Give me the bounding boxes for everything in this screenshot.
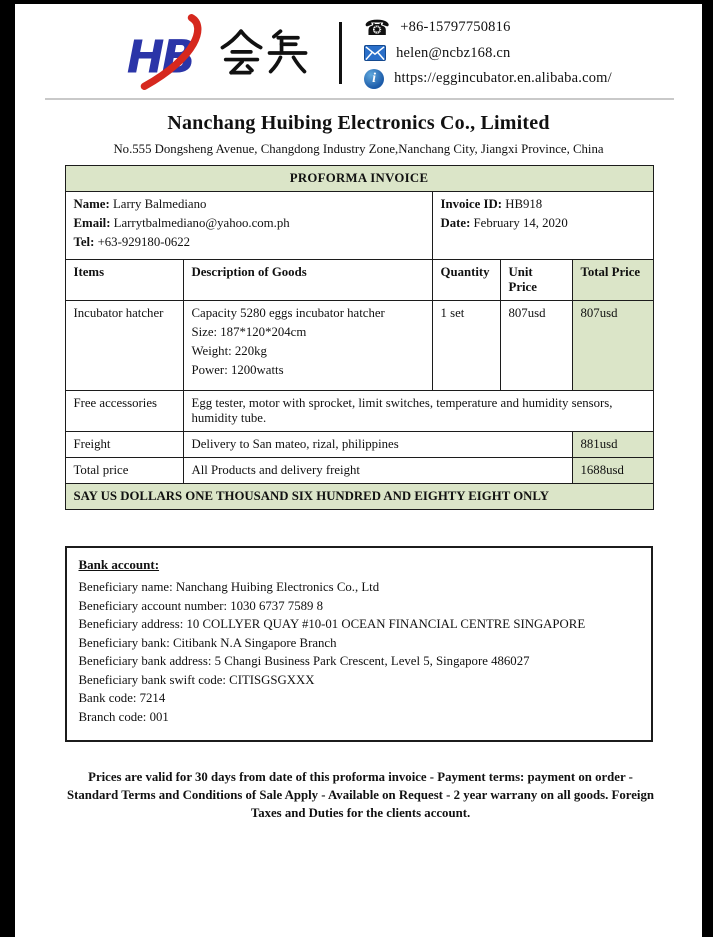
item-description: Capacity 5280 eggs incubator hatcher Size: 187*120*204cm Weight: 220kg Power: 1200watts: [183, 301, 432, 391]
header-total-price: Total Price: [572, 260, 653, 301]
item-unit-price: 807usd: [500, 301, 572, 391]
bank-account-box: [65, 546, 653, 742]
item-description: All Products and delivery freight: [183, 458, 572, 484]
header-quantity: Quantity: [432, 260, 500, 301]
table-row: [65, 432, 653, 458]
bank-account-number: Beneficiary account number: 1030 6737 7589 8: [78, 598, 323, 613]
invoice-document: [15, 4, 702, 937]
company-logo: [115, 13, 309, 93]
header-rule: [45, 98, 674, 100]
bank-swift-code: Beneficiary bank swift code: CITISGSGXXX: [78, 672, 315, 687]
amount-in-words: SAY US DOLLARS ONE THOUSAND SIX HUNDRED AND EIGHTY EIGHT ONLY: [65, 484, 653, 510]
invoice-details: [432, 192, 653, 260]
item-description: Egg tester, motor with sprocket, limit switches, temperature and humidity sensors, humidity tube.: [183, 391, 653, 432]
contact-email: [364, 45, 612, 62]
bank-account-title: Bank account:: [78, 557, 160, 572]
item-total-price: 807usd: [572, 301, 653, 391]
bank-branch-code: Branch code: 001: [78, 709, 169, 724]
cn-char-bing: [265, 29, 309, 77]
terms-note: Prices are valid for 30 days from date of this proforma invoice - Payment terms: payment on order - Standard Terms and Conditions of Sale Apply - Available on Request - 2 year warrany on all goods. Foreign Taxes and Duties for the clients account.: [67, 770, 654, 820]
email-icon: [364, 45, 386, 61]
item-total-price: 881usd: [572, 432, 653, 458]
item-name: Freight: [65, 432, 183, 458]
logo-cn-characters: [219, 29, 309, 77]
table-header-row: [65, 260, 653, 301]
cn-char-hui: [219, 29, 263, 77]
customer-email-line: Email: Larrytbalmediano@yahoo.com.ph: [73, 216, 290, 230]
customer-name-line: Name: Larry Balmediano: [73, 197, 207, 211]
customer-tel-line: Tel: +63-929180-0622: [73, 235, 191, 249]
svg-text:HB: HB: [126, 30, 194, 84]
invoice-id-line: Invoice ID: HB918: [440, 197, 543, 211]
customer-info: [65, 192, 432, 260]
header-items: Items: [65, 260, 183, 301]
item-quantity: 1 set: [432, 301, 500, 391]
item-name: Free accessories: [65, 391, 183, 432]
header-unit-price: Unit Price: [500, 260, 572, 301]
bank-beneficiary-bank: Beneficiary bank: Citibank N.A Singapore Branch: [78, 635, 337, 650]
proforma-invoice-table: [65, 165, 654, 510]
item-name: Incubator hatcher: [65, 301, 183, 391]
header-divider: [339, 22, 342, 84]
bank-bank-address: Beneficiary bank address: 5 Changi Business Park Crescent, Level 5, Singapore 486027: [78, 654, 530, 668]
invoice-date-line: Date: February 14, 2020: [440, 216, 568, 230]
header-description: Description of Goods: [183, 260, 432, 301]
contact-phone: [364, 15, 612, 40]
email-address: helen@ncbz168.cn: [396, 44, 511, 61]
table-row: [65, 458, 653, 484]
table-row: [65, 301, 653, 391]
info-globe-icon: i: [364, 69, 384, 89]
website-url: https://eggincubator.en.alibaba.com/: [394, 70, 612, 86]
company-address: No.555 Dongsheng Avenue, Changdong Industry Zone,Nanchang City, Jiangxi Province, China: [113, 142, 604, 156]
item-description: Delivery to San mateo, rizal, philippines: [183, 432, 572, 458]
table-row: [65, 391, 653, 432]
bank-code: Bank code: 7214: [78, 691, 166, 705]
contact-list: [364, 15, 612, 89]
invoice-title: PROFORMA INVOICE: [65, 166, 653, 192]
phone-number: +86-15797750816: [400, 19, 511, 35]
hb-logo-mark: [115, 13, 213, 93]
bank-beneficiary-address: Beneficiary address: 10 COLLYER QUAY #10-01 OCEAN FINANCIAL CENTRE SINGAPORE: [78, 617, 586, 631]
company-name: Nanchang Huibing Electronics Co., Limited: [167, 112, 550, 134]
phone-icon: ☎: [364, 15, 391, 40]
document-header: [15, 10, 702, 96]
item-name: Total price: [65, 458, 183, 484]
bank-beneficiary-name: Beneficiary name: Nanchang Huibing Electronics Co., Ltd: [78, 580, 380, 594]
contact-website: [364, 69, 612, 89]
item-total-price: 1688usd: [572, 458, 653, 484]
